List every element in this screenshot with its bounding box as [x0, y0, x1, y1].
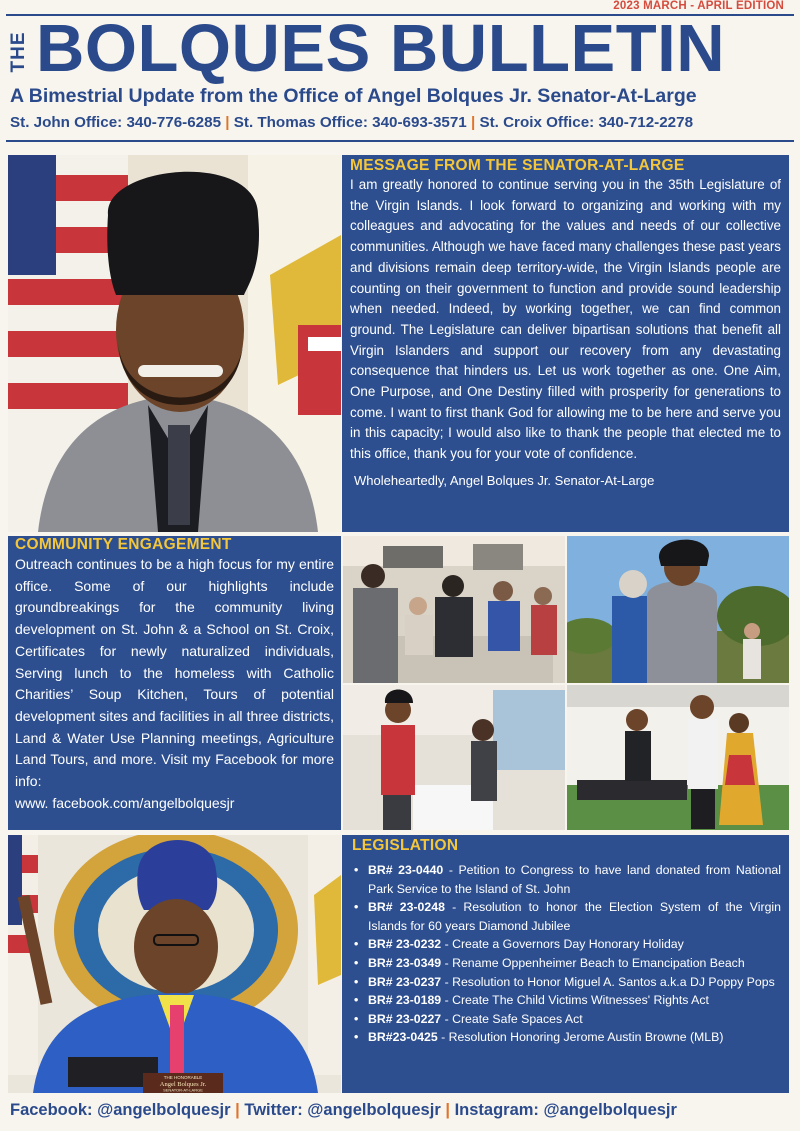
separator: | — [445, 1101, 450, 1119]
legislation-list — [352, 861, 781, 1047]
soup-kitchen-photo — [343, 536, 565, 683]
twitter-handle[interactable]: Twitter: @angelbolquesjr — [244, 1101, 441, 1119]
senator-portrait-photo — [8, 155, 341, 532]
masthead-title: BOLQUES BULLETIN — [36, 11, 726, 86]
legislation-item: • BR#23-0425 - Resolution Honoring Jerome Austin Browne (MLB) — [352, 1028, 781, 1047]
header-rule-bottom — [6, 140, 794, 142]
office-phones — [10, 114, 693, 131]
masthead-the: THE — [8, 31, 29, 73]
message-heading: MESSAGE FROM THE SENATOR-AT-LARGE — [350, 157, 685, 174]
instagram-handle[interactable]: Instagram: @angelbolquesjr — [454, 1101, 677, 1119]
community-body: Outreach continues to be a high focus for my entire office. Some of our highlights include groundbreakings for the community living development on St. John & a School on St. Croix, Certificates for newly naturalized individuals, Serving lunch to the homeless with Catholic Charities’ Soup Kitchen, Tours of potential development sites and facilities in all three districts, Land & Water Use Planning meetings, Agriculture Land Tours, and more. Visit my Facebook for more info: — [15, 556, 334, 790]
community-heading: COMMUNITY ENGAGEMENT — [15, 536, 232, 553]
legislation-heading: LEGISLATION — [352, 837, 459, 854]
chamber-photo — [8, 835, 341, 1093]
message-signoff: Wholeheartedly, Angel Bolques Jr. Senator-At-Large — [354, 472, 655, 488]
nameplate-line1: THE HONORABLE — [163, 1075, 203, 1080]
legislation-item: • BR# 23-0227 - Create Safe Spaces Act — [352, 1010, 781, 1029]
facebook-link[interactable]: www. facebook.com/angelbolquesjr — [15, 794, 235, 811]
separator: | — [225, 114, 230, 131]
office-st-croix: St. Croix Office: 340-712-2278 — [479, 114, 694, 131]
social-footer — [10, 1101, 677, 1120]
legislation-panel — [342, 835, 789, 1093]
nameplate-line2: Angel Bolques Jr. — [159, 1081, 207, 1088]
message-body: I am greatly honored to continue serving you in the 35th Legislature of the Virgin Islands. I look forward to organizing and working with my colleagues and advocating for the values and needs of our collective communities. Although we have faced many challenges these past years and divisions remain deep territory-wide, the Virgin Islands people are counting on their government to function and provide sound leadership when needed. Indeed, by working together, we can find common ground. The Legislature can deliver bipartisan solutions that benefit all Virgin Islanders and support our recovery from any devastating consequence that hinders us. Let us work together as one. One Aim, One Purpose, and One Destiny filled with prosperity for generations to come. I want to first thank God for allowing me to be here and serve you in this capacity; I would also like to thank the people that elected me to this office, thank you for your vote of confidence. — [350, 177, 781, 462]
separator: | — [470, 114, 476, 131]
dj-event-photo — [567, 685, 789, 830]
site-tour-photo — [567, 536, 789, 683]
legislation-item: • BR# 23-0248 - Resolution to honor the Election System of the Virgin Islands for 60 years Diamond Jubilee — [352, 898, 781, 935]
edition-label: 2023 MARCH - APRIL EDITION — [613, 0, 784, 12]
legislation-item: • BR# 23-0189 - Create The Child Victims Witnesses' Rights Act — [352, 991, 781, 1010]
separator: | — [235, 1101, 240, 1119]
legislation-item: • BR# 23-0349 - Rename Oppenheimer Beach to Emancipation Beach — [352, 954, 781, 973]
subtitle: A Bimestrial Update from the Office of Angel Bolques Jr. Senator-At-Large — [10, 85, 697, 107]
masthead — [6, 11, 796, 86]
message-panel — [342, 155, 789, 532]
facebook-handle[interactable]: Facebook: @angelbolquesjr — [10, 1101, 231, 1119]
nameplate-line3: SENATOR-AT-LARGE — [163, 1087, 203, 1093]
legislation-item: • BR# 23-0237 - Resolution to Honor Miguel A. Santos a.k.a DJ Poppy Pops — [352, 973, 781, 992]
legislation-item: • BR# 23-0440 - Petition to Congress to have land donated from National Park Service to the Island of St. John — [352, 861, 781, 898]
office-st-john: St. John Office: 340-776-6285 — [10, 114, 222, 131]
legislation-item: • BR# 23-0232 - Create a Governors Day Honorary Holiday — [352, 935, 781, 954]
meal-service-photo — [343, 685, 565, 830]
community-panel — [8, 536, 341, 830]
office-st-thomas: St. Thomas Office: 340-693-3571 — [233, 114, 467, 131]
